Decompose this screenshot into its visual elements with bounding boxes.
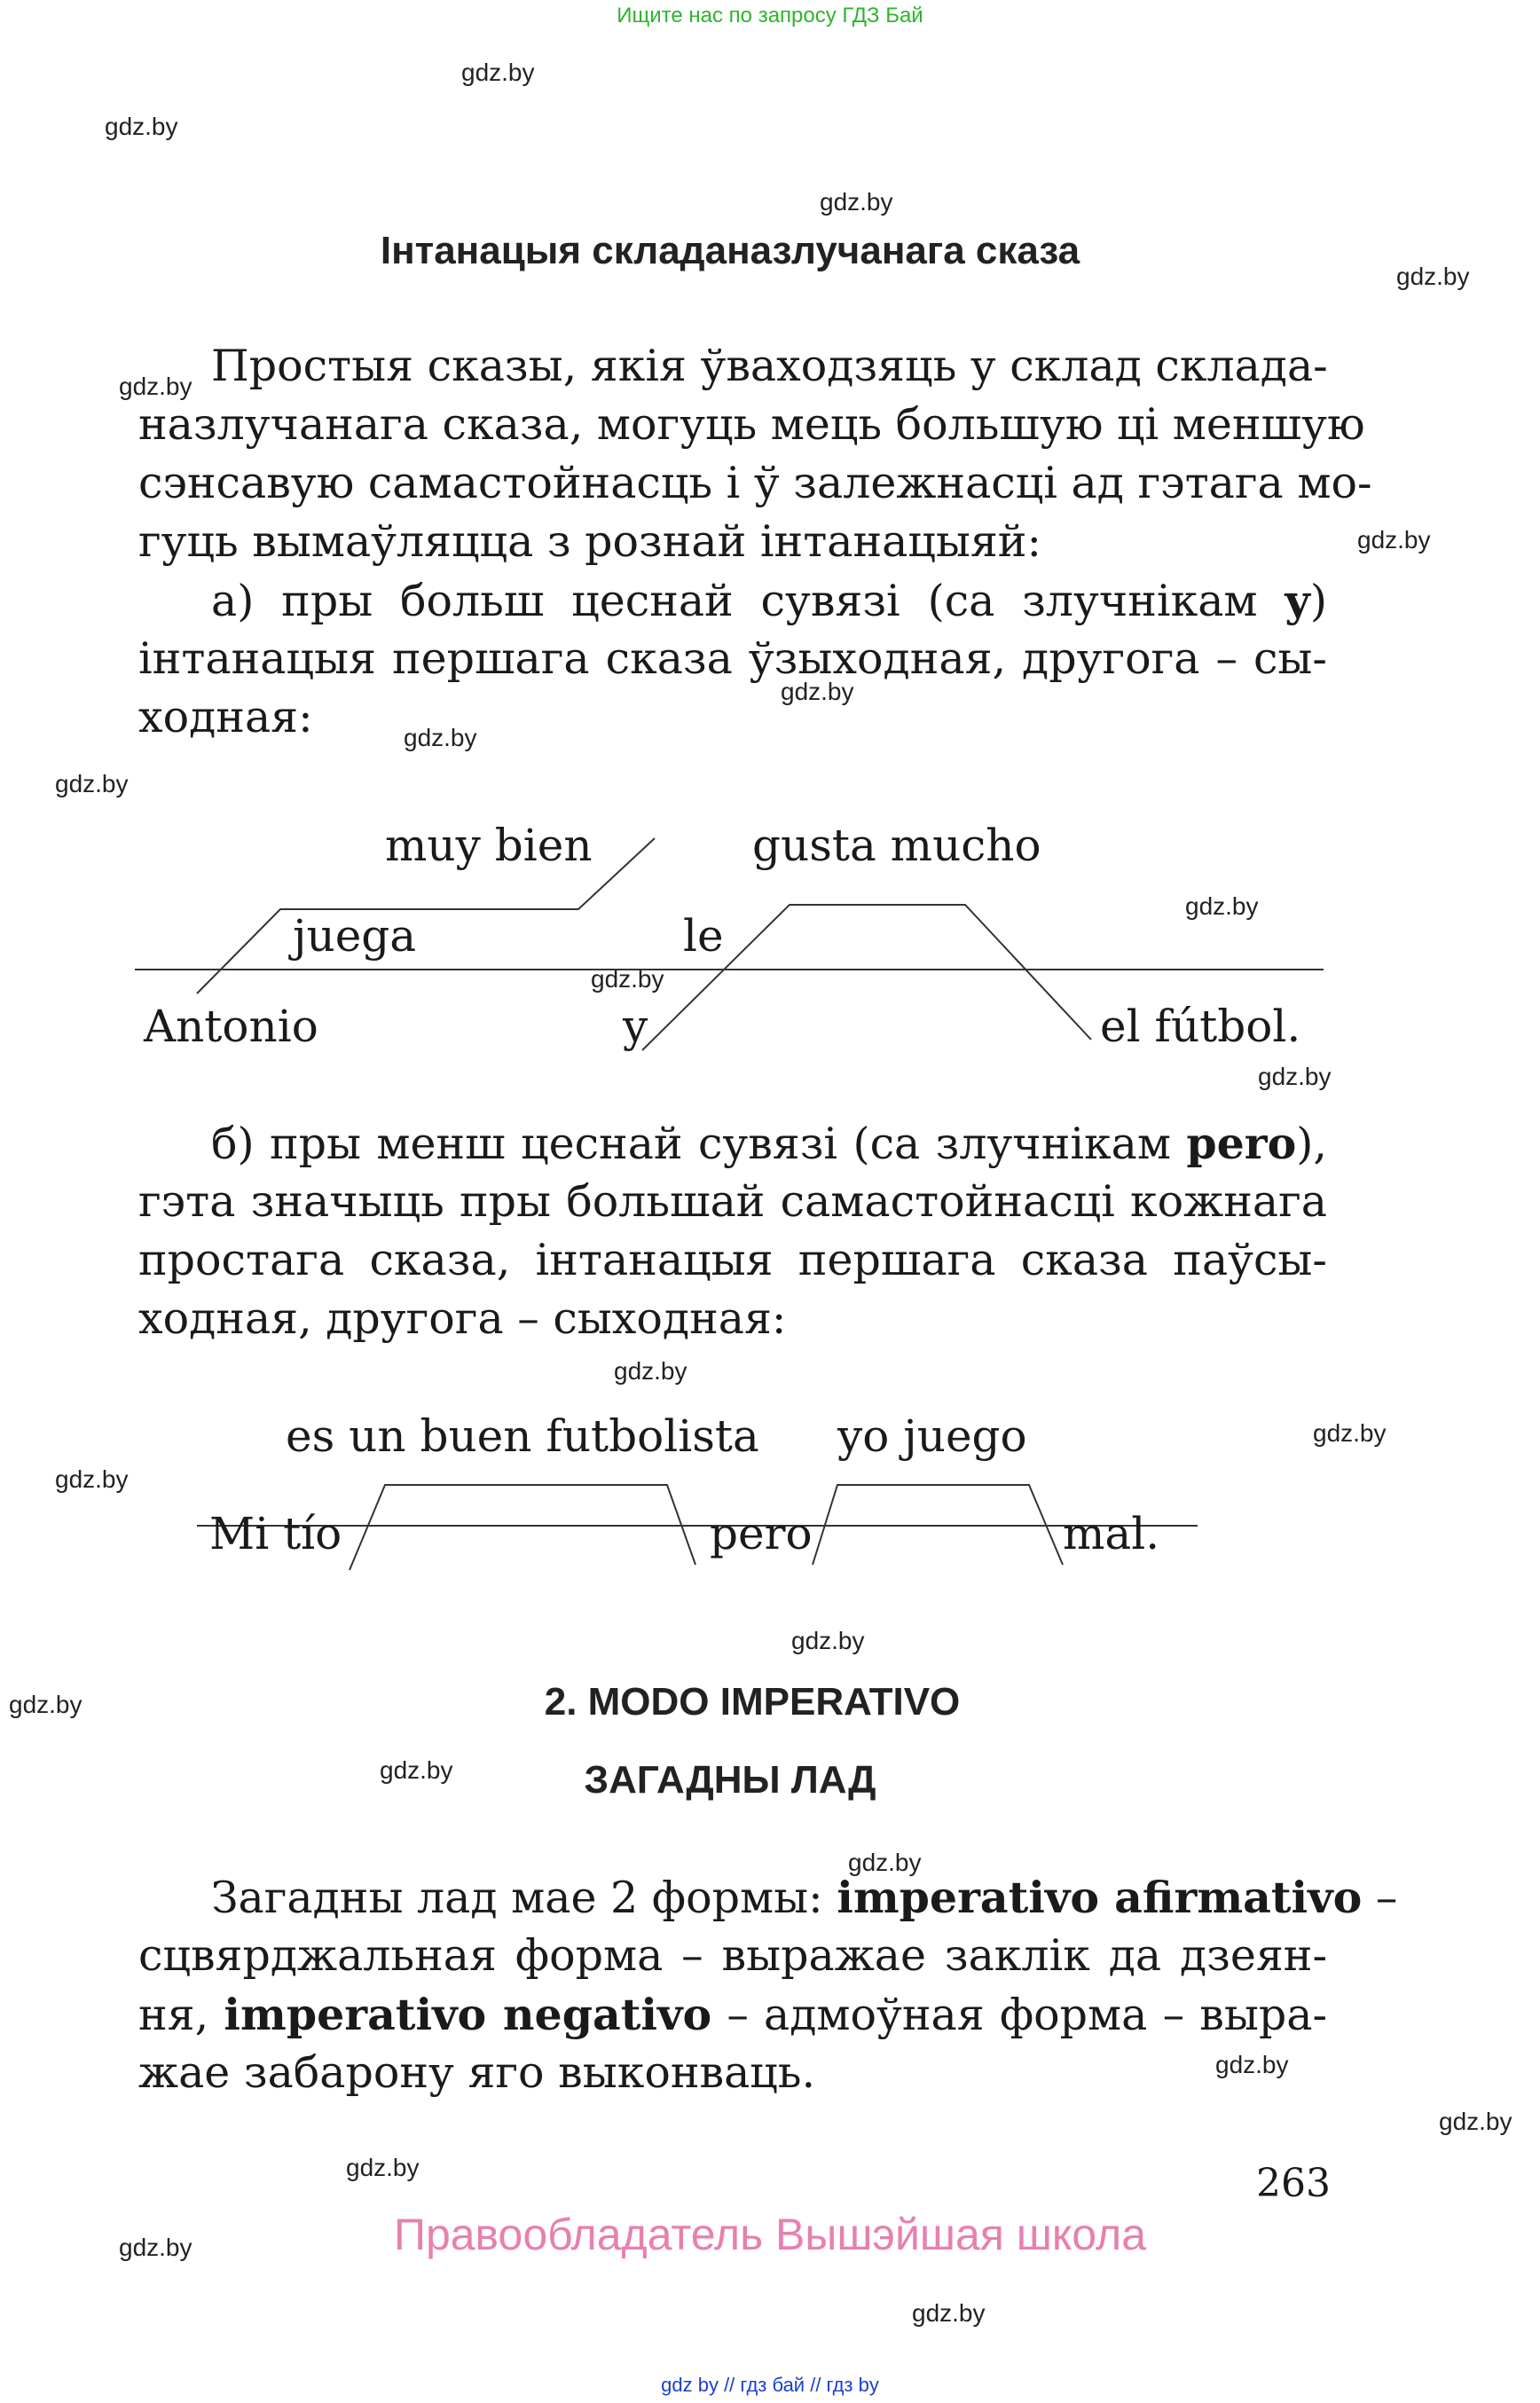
watermark: gdz.by [1215, 2051, 1289, 2078]
imperative-line-2: сцвярджальная форма – выражае заклік да дзеян- [138, 1930, 1327, 1981]
diagram1-word-el-futbol: el fútbol. [1100, 1001, 1301, 1052]
watermark: gdz.by [591, 965, 664, 993]
term-imperativo-afirmativo: imperativo afirmativo [837, 1872, 1363, 1923]
watermark: gdz.by [380, 1756, 453, 1784]
intro-line-3: сэнсавую самастойнасць і ў залежнасці ад гэтага мо- [138, 458, 1372, 508]
diagram2-word-pero: pero [710, 1508, 813, 1559]
point-a-line-3: ходная: [138, 692, 313, 742]
watermark: gdz.by [461, 59, 535, 86]
imperative-text: ня, [138, 1990, 224, 2040]
diagram1-word-le: le [683, 910, 724, 962]
contour-half-falling [350, 1485, 695, 1570]
watermark: gdz.by [404, 724, 477, 751]
diagram1-word-antonio: Antonio [144, 1001, 318, 1052]
diagram1-word-muy-bien: muy bien [385, 820, 593, 871]
diagram2-word-mal: mal. [1063, 1508, 1160, 1559]
watermark: gdz.by [1439, 2108, 1512, 2135]
diagram1-word-y: y [623, 1001, 648, 1052]
imperative-line-1 [138, 1868, 1398, 1928]
watermark: gdz.by [614, 1357, 688, 1385]
point-b-line-3: простага сказа, інтанацыя першага сказа паўсы- [138, 1235, 1327, 1285]
watermark: gdz.by [1396, 263, 1470, 290]
intro-line-4: гуць вымаўляцца з рознай інтанацыяй: [138, 516, 1041, 567]
watermark: gdz.by [820, 188, 893, 216]
point-b-line-4: ходная, другога – сыходная: [138, 1293, 787, 1344]
imperative-text: – [1362, 1873, 1398, 1923]
imperative-text: Загадны лад мае 2 формы: [211, 1873, 837, 1923]
watermark: gdz.by [791, 1627, 865, 1654]
watermark: gdz.by [105, 113, 178, 140]
watermark: gdz.by [912, 2299, 986, 2327]
watermark: gdz.by [1313, 1419, 1387, 1447]
conjunction-y: y [1285, 575, 1310, 626]
term-imperativo-negativo: imperativo negativo [224, 1989, 712, 2040]
top-banner[interactable]: Ищите нас по запросу ГДЗ Бай [617, 4, 923, 27]
copyright-notice: Правообладатель Вышэйшая школа [394, 2210, 1146, 2259]
page-number: 263 [1256, 2161, 1331, 2206]
point-b-text: ), [1296, 1119, 1327, 1169]
point-b-line-2: гэта значыць пры большай самастойнасці кожнага [138, 1176, 1327, 1227]
point-a-line-2: інтанацыя першага сказа ўзыходная, другога – сы- [138, 633, 1327, 684]
imperative-text: – адмоўная форма – выра- [711, 1990, 1327, 2040]
conjunction-pero: pero [1186, 1118, 1297, 1169]
imperative-line-3 [138, 1985, 1327, 2045]
point-a-text: ) [1309, 576, 1327, 626]
diagram2-word-es-un-buen-futbolista: es un buen futbolista [286, 1410, 759, 1462]
watermark: gdz.by [1357, 526, 1431, 554]
diagram1-word-juega: juega [293, 910, 417, 962]
watermark: gdz.by [119, 2234, 192, 2261]
watermark: gdz.by [848, 1849, 922, 1876]
intro-line-2: назлучанага сказа, могуць мець большую ці меншую [138, 399, 1365, 450]
watermark: gdz.by [781, 678, 854, 705]
diagram2-word-yo-juego: yo juego [837, 1410, 1027, 1462]
watermark: gdz.by [55, 1465, 129, 1493]
point-b-line-1 [138, 1114, 1327, 1174]
imperative-line-4: жае забарону яго выконваць. [138, 2047, 816, 2098]
watermark: gdz.by [9, 1691, 82, 1718]
section-title: Інтанацыя складаназлучанага сказа [380, 229, 1080, 272]
point-a-text: а) пры больш цеснай сувязі (са злучнікам [211, 576, 1285, 626]
watermark: gdz.by [119, 373, 192, 400]
intro-line-1: Простыя сказы, якія ўваходзяць у склад склада- [211, 341, 1328, 391]
watermark: gdz.by [346, 2154, 420, 2181]
watermark: gdz.by [1185, 892, 1259, 920]
bottom-links[interactable]: gdz by // гдз бай // гдз by [661, 2374, 879, 2396]
watermark: gdz.by [1258, 1063, 1332, 1090]
diagram2-word-mi-tio: Mi tío [209, 1508, 342, 1559]
diagram1-word-gusta-mucho: gusta mucho [752, 820, 1041, 871]
section2-title: 2. MODO IMPERATIVO [544, 1680, 961, 1724]
section2-subtitle: ЗАГАДНЫ ЛАД [584, 1758, 876, 1802]
watermark: gdz.by [55, 770, 129, 797]
point-b-text: б) пры менш цеснай сувязі (са злучнікам [211, 1119, 1187, 1169]
